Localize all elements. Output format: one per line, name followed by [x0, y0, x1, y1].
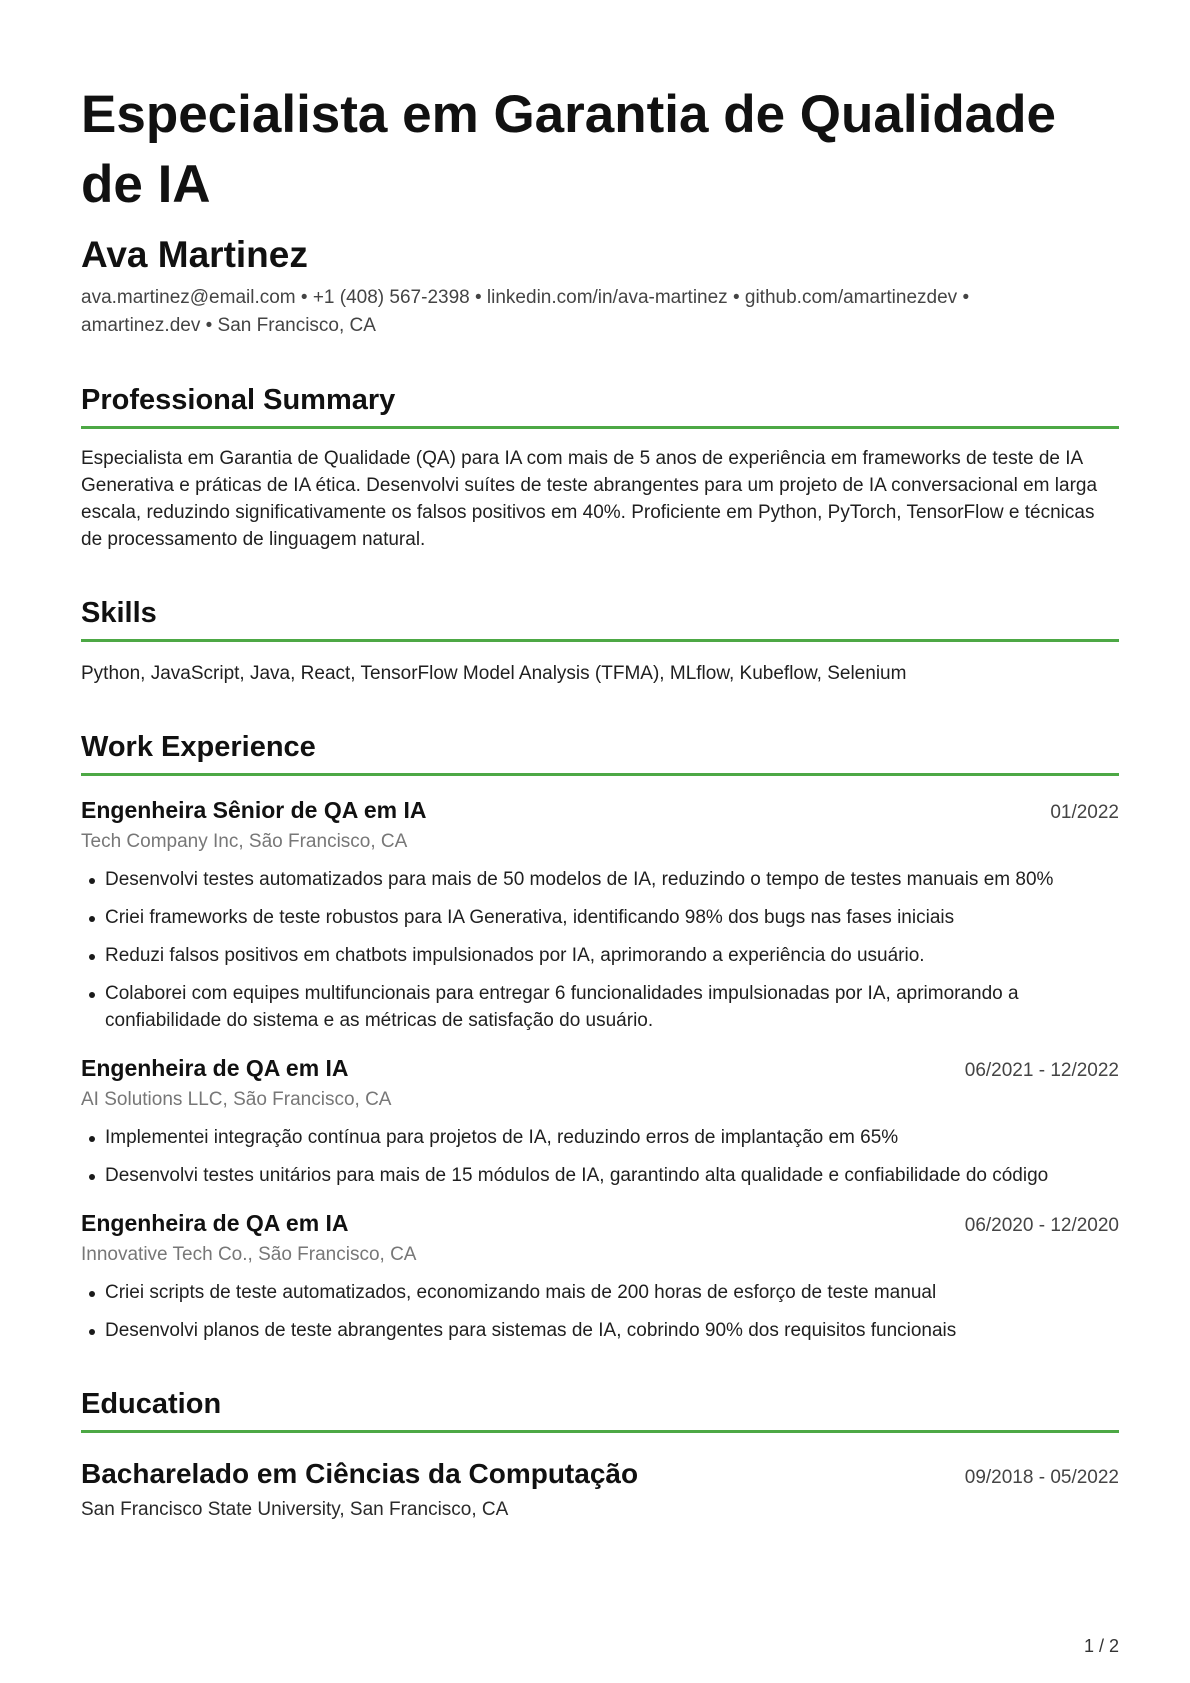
contact-info [81, 284, 1119, 340]
education-header [81, 1455, 1119, 1493]
education-section [81, 1384, 1119, 1521]
job-date: 01/2022 [1050, 802, 1119, 823]
education-heading: Education [81, 1384, 1119, 1433]
job-date: 06/2020 - 12/2020 [964, 1215, 1119, 1236]
school-name: San Francisco State University, San Francisco, CA [81, 1499, 509, 1520]
job-entry [81, 1052, 1119, 1189]
job-header [81, 794, 1119, 826]
summary-section [81, 380, 1119, 553]
job-title: Engenheira de QA em IA [81, 1210, 349, 1236]
bullet-item: Desenvolvi planos de teste abrangentes para sistemas de IA, cobrindo 90% dos requisitos funcionais [105, 1317, 1119, 1344]
resume-title: Especialista em Garantia de Qualidade de IA [81, 85, 1057, 214]
skills-section [81, 593, 1119, 687]
contact-line-1: ava.martinez@email.com • +1 (408) 567-2398 • linkedin.com/in/ava-martinez • github.com/amartinezdev • [81, 287, 970, 308]
bullet-item: Criei frameworks de teste robustos para IA Generativa, identificando 98% dos bugs nas fases iniciais [105, 904, 1119, 931]
job-header [81, 1207, 1119, 1239]
job-bullets [81, 1124, 1119, 1189]
bullet-item: Implementei integração contínua para projetos de IA, reduzindo erros de implantação em 65% [105, 1124, 1119, 1151]
job-company: AI Solutions LLC, São Francisco, CA [81, 1089, 392, 1110]
education-date: 09/2018 - 05/2022 [964, 1467, 1119, 1488]
job-title: Engenheira Sênior de QA em IA [81, 797, 427, 823]
skills-heading: Skills [81, 593, 1119, 642]
degree-title: Bacharelado em Ciências da Computação [81, 1458, 639, 1489]
job-bullets [81, 1279, 1119, 1344]
bullet-item: Reduzi falsos positivos em chatbots impulsionados por IA, aprimorando a experiência do usuário. [105, 942, 1119, 969]
job-entry [81, 1207, 1119, 1344]
job-company: Innovative Tech Co., São Francisco, CA [81, 1244, 417, 1265]
bullet-item: Desenvolvi testes unitários para mais de 15 módulos de IA, garantindo alta qualidade e confiabilidade do código [105, 1162, 1119, 1189]
bullet-item: Colaborei com equipes multifuncionais para entregar 6 funcionalidades impulsionadas por IA, aprimorando a confiabilidade do sistema e as métricas de satisfação do usuário. [105, 980, 1119, 1034]
job-company: Tech Company Inc, São Francisco, CA [81, 831, 408, 852]
bullet-item: Criei scripts de teste automatizados, economizando mais de 200 horas de esforço de teste manual [105, 1279, 1119, 1306]
job-entry [81, 794, 1119, 1034]
job-title: Engenheira de QA em IA [81, 1055, 349, 1081]
skills-text: Python, JavaScript, Java, React, TensorFlow Model Analysis (TFMA), MLflow, Kubeflow, Selenium [81, 663, 907, 684]
summary-text: Especialista em Garantia de Qualidade (QA) para IA com mais de 5 anos de experiência em frameworks de teste de IA Generativa e práticas de IA ética. Desenvolvi suítes de teste abrangentes para um projeto de IA conversacional em larga escala, reduzindo significativamente os falsos positivos em 40%. Proficiente em Python, PyTorch, TensorFlow e técnicas de processamento de linguagem natural. [81, 448, 1098, 550]
experience-heading: Work Experience [81, 727, 1119, 776]
resume-page [81, 80, 1119, 1521]
job-bullets [81, 866, 1119, 1034]
experience-section [81, 727, 1119, 1344]
job-date: 06/2021 - 12/2022 [964, 1060, 1119, 1081]
page-number: 1 / 2 [1083, 1636, 1119, 1656]
job-header [81, 1052, 1119, 1084]
summary-heading: Professional Summary [81, 380, 1119, 429]
candidate-name: Ava Martinez [81, 234, 308, 275]
bullet-item: Desenvolvi testes automatizados para mais de 50 modelos de IA, reduzindo o tempo de testes manuais em 80% [105, 866, 1119, 893]
contact-line-2: amartinez.dev • San Francisco, CA [81, 315, 376, 336]
